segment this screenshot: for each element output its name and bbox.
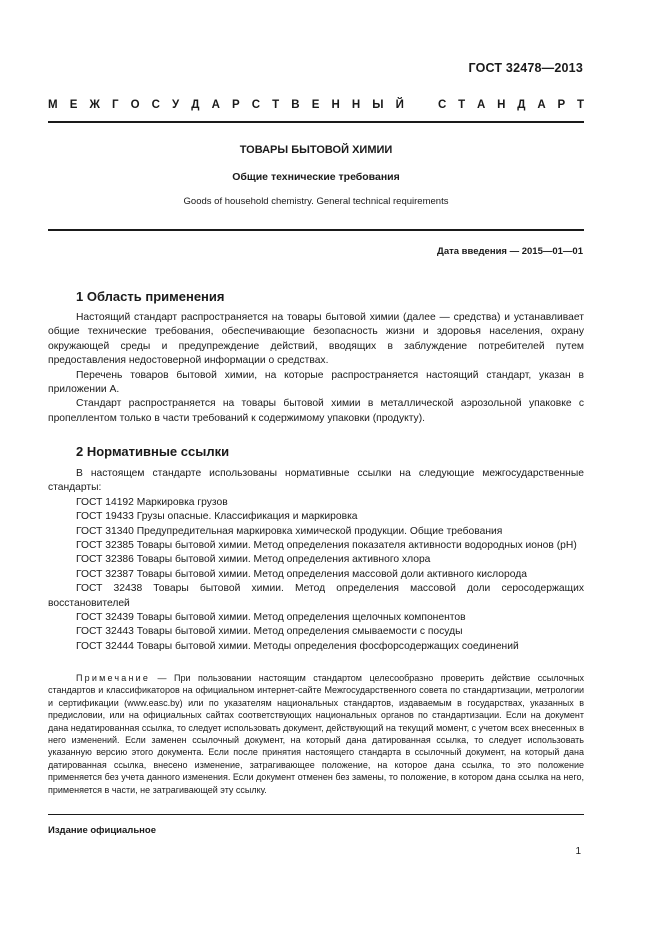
section-2-body [48, 467, 584, 654]
document-number: ГОСТ 32478—2013 [468, 61, 583, 75]
paragraph: Перечень товаров бытовой химии, на которые распространяется настоящий стандарт, указан в приложении А. [48, 369, 584, 396]
interstate-standard-banner [48, 99, 584, 111]
reference-item: ГОСТ 32444 Товары бытовой химии. Методы определения фосфорсодержащих соединений [76, 640, 519, 652]
banner-letter: Р [557, 99, 566, 111]
banner-letter: В [291, 99, 300, 111]
footer-divider [48, 814, 584, 815]
paragraph: В настоящем стандарте использованы нормативные ссылки на следующие межгосударственные стандарты: [48, 468, 584, 494]
section-1-body [48, 311, 584, 426]
banner-letter: Д [517, 99, 526, 111]
section-2-heading: 2 Нормативные ссылки [76, 444, 230, 459]
introduction-date: Дата введения — 2015—01—01 [437, 246, 583, 257]
reference-item: ГОСТ 31340 Предупредительная маркировка химической продукции. Общие требования [76, 525, 503, 537]
banner-letter: У [172, 99, 180, 111]
reference-item: ГОСТ 32443 Товары бытовой химии. Метод определения смываемости с посуды [76, 626, 463, 638]
paragraph: Стандарт распространяется на товары бытовой химии в металлической аэрозольной упаковке с пропеллентом только в части требований к содержимому упаковки (продукту). [48, 398, 584, 424]
reference-note [48, 672, 584, 796]
banner-letter: М [48, 99, 58, 111]
banner-letter: Н [351, 99, 361, 111]
header-divider [48, 121, 584, 123]
reference-item: ГОСТ 32439 Товары бытовой химии. Метод определения щелочных компонентов [76, 612, 466, 624]
banner-letter: Н [331, 99, 340, 111]
banner-letter: Н [497, 99, 506, 111]
section-1-heading: 1 Область применения [76, 289, 225, 304]
banner-letter: А [211, 99, 220, 111]
banner-letter: С [251, 99, 261, 111]
banner-letter: О [130, 99, 140, 111]
english-title: Goods of household chemistry. General technical requirements [183, 196, 449, 207]
banner-letter: Р [231, 99, 240, 111]
banner-letter: Д [191, 99, 200, 111]
banner-word-standard [438, 99, 584, 111]
banner-letter: Т [576, 99, 584, 111]
note-text: — При пользовании настоящим стандартом целесообразно проверить действие ссылочных стандартов и классификаторов на официальном интернет-сайте Межгосударственного совета по стандартизации, метрологии и сертификации (www.easc.by) или по указателям национальных стандартов, издаваемым в государствах, указанных в предисловии, или на официальных сайтах соответствующих национальных органов по стандартизации. Если на документ дана недатированная ссылка, то следует использовать документ, действующий на текущий момент, с учетом всех внесенных в него изменений. Если заменен ссылочный документ, на который дана датированная ссылка, то следует использовать указанную версию этого документа. Если после принятия настоящего стандарта в ссылочный документ, на который дана датированная ссылка, внесено изменение, затрагивающее положение, на которое дана ссылка, то это положение применяется без учета данного изменения. Если документ отменен без замены, то положение, в котором дана ссылка на него, применяется в части, не затрагивающей эту ссылку. [48, 673, 584, 795]
banner-letter: Т [458, 99, 466, 111]
reference-item: ГОСТ 14192 Маркировка грузов [76, 496, 228, 508]
banner-letter: А [477, 99, 486, 111]
reference-item: ГОСТ 32385 Товары бытовой химии. Метод определения показателя активности водородных ионов (pH) [76, 540, 577, 552]
note-label: Примечание [76, 673, 151, 683]
title-divider [48, 229, 584, 231]
banner-letter: Е [69, 99, 78, 111]
reference-item: ГОСТ 32438 Товары бытовой химии. Метод определения массовой доли серосодержащих восстановителей [48, 583, 584, 609]
banner-letter: Ы [372, 99, 384, 111]
banner-letter: Г [111, 99, 119, 111]
document-subtitle: Общие технические требования [232, 171, 400, 183]
paragraph: Настоящий стандарт распространяется на товары бытовой химии (далее — средства) и устанавливает общие технические требования, обеспечивающие безопасность жизни и здоровья населения, охрану окружающей среды и предупреждение действий, вводящих в заблуждение потребителей путем предоставления недостоверной информации о средствах. [48, 312, 584, 367]
banner-word-interstate [48, 99, 404, 111]
document-title: ТОВАРЫ БЫТОВОЙ ХИМИИ [239, 144, 393, 156]
banner-letter: С [438, 99, 447, 111]
banner-letter: Т [272, 99, 280, 111]
banner-letter: Ж [89, 99, 100, 111]
banner-letter: Й [395, 99, 404, 111]
reference-item: ГОСТ 32386 Товары бытовой химии. Метод определения активного хлора [76, 554, 431, 566]
banner-letter: А [537, 99, 546, 111]
reference-item: ГОСТ 19433 Грузы опасные. Классификация и маркировка [76, 511, 358, 523]
page-number: 1 [575, 846, 581, 857]
banner-letter: С [151, 99, 160, 111]
banner-letter: Е [311, 99, 320, 111]
official-edition-label: Издание официальное [48, 825, 156, 836]
reference-item: ГОСТ 32387 Товары бытовой химии. Метод определения массовой доли активного кислорода [76, 568, 527, 580]
